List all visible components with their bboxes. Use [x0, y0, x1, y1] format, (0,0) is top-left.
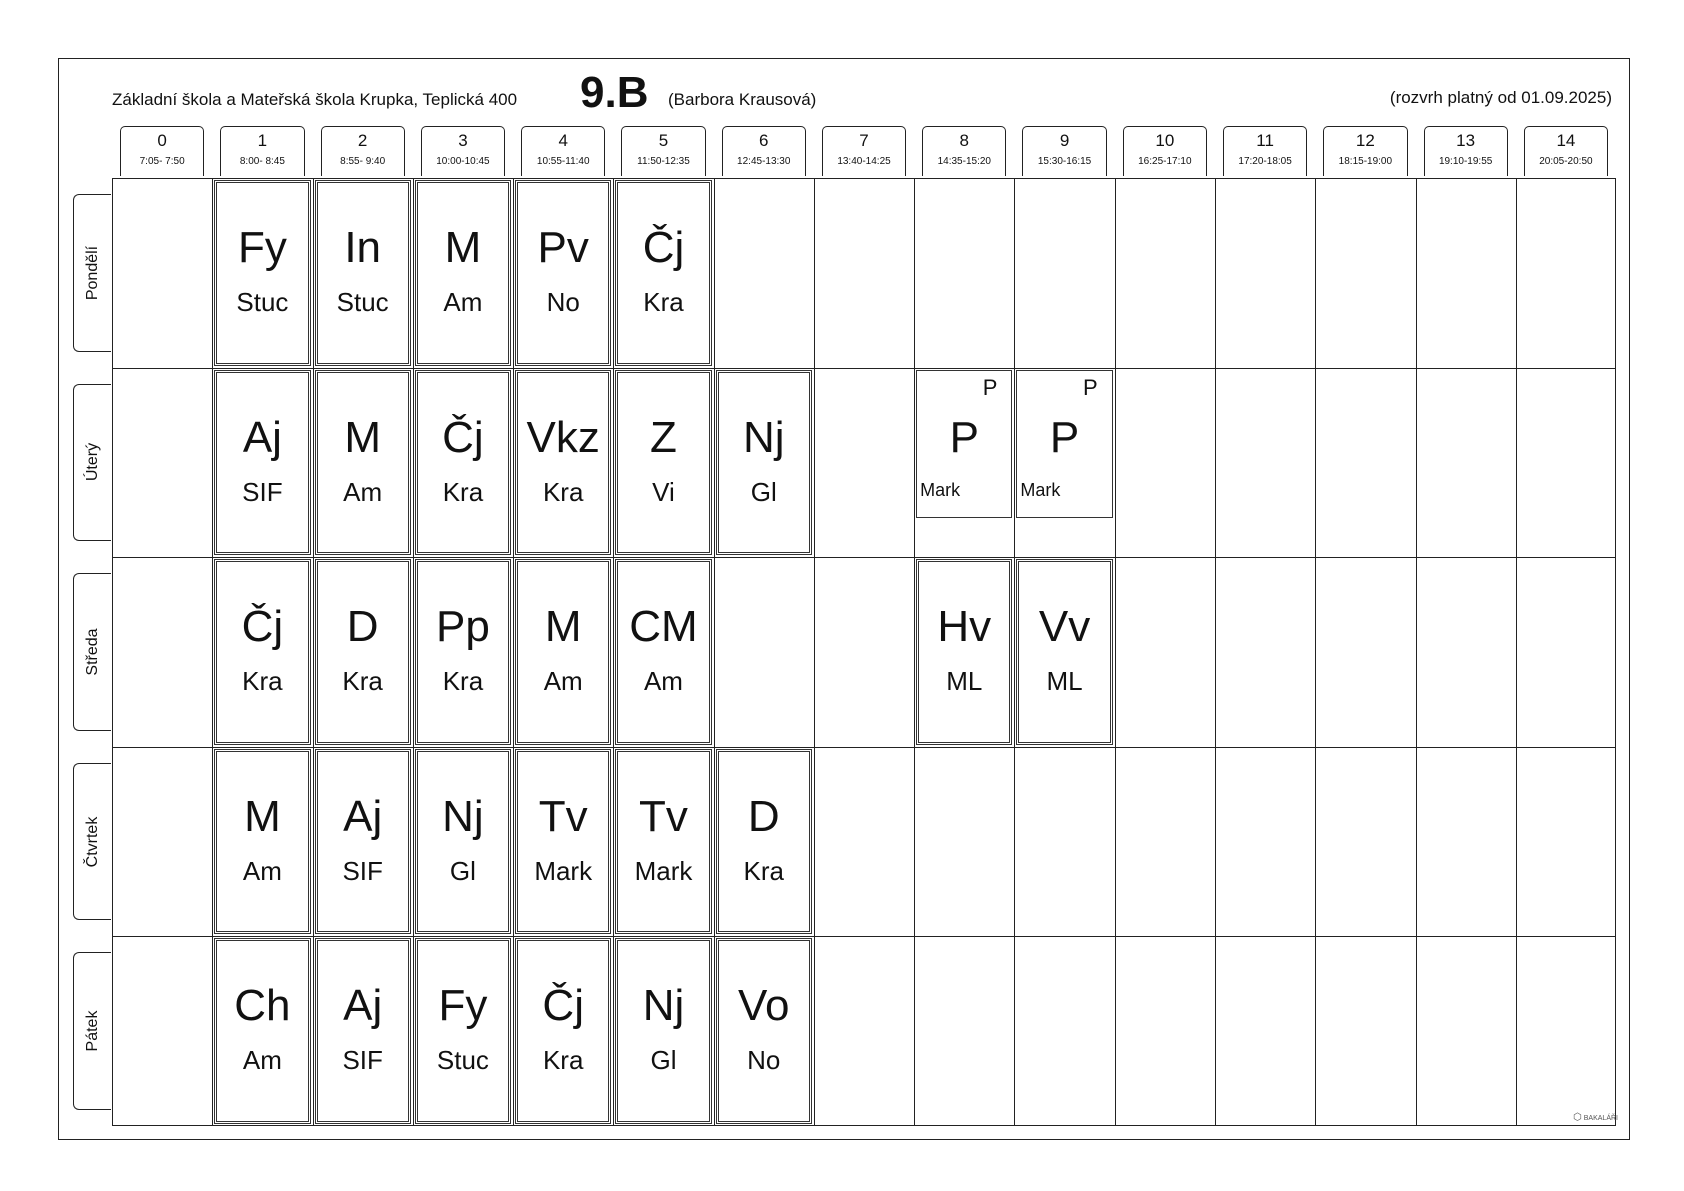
lesson-subject: Čj	[642, 223, 685, 272]
period-number: 12	[1355, 131, 1375, 150]
lesson-cell[interactable]	[716, 370, 812, 556]
day-tab	[73, 763, 111, 921]
lesson-subject: P	[949, 412, 979, 462]
lesson-subject: D	[747, 791, 780, 841]
lesson-teacher: Kra	[442, 476, 484, 507]
lesson-cell[interactable]	[515, 749, 611, 935]
period-time: 10:00-10:45	[436, 156, 490, 167]
period-number: 10	[1155, 131, 1175, 150]
grid-column-line	[1215, 178, 1216, 1126]
lesson-cell[interactable]	[214, 749, 310, 935]
lesson-cell[interactable]	[916, 559, 1012, 745]
lesson-teacher: No	[747, 1045, 781, 1076]
period-header-3	[421, 126, 505, 176]
lesson-subject: Ch	[234, 981, 291, 1031]
lesson-teacher: Kra	[743, 855, 784, 886]
day-tab	[73, 952, 111, 1110]
period-header-1	[220, 126, 304, 176]
grid-column-line	[1014, 178, 1015, 1126]
lesson-teacher: Mark	[534, 855, 593, 886]
lesson-teacher: Kra	[242, 666, 283, 697]
grid-row-line	[112, 936, 1616, 937]
lesson-subject: Aj	[242, 412, 282, 462]
lesson-cell[interactable]	[615, 180, 711, 366]
period-header-9	[1022, 126, 1106, 176]
lesson-subject: Pv	[537, 223, 589, 272]
period-time: 16:25-17:10	[1138, 156, 1192, 167]
lesson-teacher: SIF	[342, 1045, 383, 1076]
period-header-4	[521, 126, 605, 176]
lesson-subject: D	[346, 602, 379, 652]
period-header-7	[822, 126, 906, 176]
lesson-subject: Čj	[542, 981, 584, 1031]
lesson-teacher: Mark	[1020, 479, 1061, 500]
lesson-teacher: ML	[1046, 666, 1083, 697]
lesson-teacher: Kra	[442, 666, 484, 697]
lesson-subject: M	[244, 791, 281, 841]
lesson-cell[interactable]	[415, 370, 511, 556]
lesson-teacher: Gl	[650, 1045, 677, 1076]
day-tab	[73, 384, 111, 542]
lesson-subject: Vkz	[526, 412, 600, 462]
class-teacher: (Barbora Krausová)	[668, 90, 817, 109]
lesson-teacher: Gl	[449, 855, 476, 886]
grid-column-line	[714, 178, 715, 1126]
lesson-cell[interactable]	[315, 749, 411, 935]
lesson-subject: Nj	[742, 412, 785, 462]
period-number: 1	[257, 131, 268, 150]
period-number: 7	[859, 131, 869, 150]
lesson-subject: Pp	[436, 602, 490, 652]
lesson-cell[interactable]	[1016, 370, 1112, 518]
day-label: Úterý	[83, 443, 101, 482]
period-number: 0	[157, 131, 167, 150]
period-header-14	[1524, 126, 1608, 176]
lesson-subject: M	[344, 412, 381, 462]
lesson-subject: Aj	[343, 791, 383, 841]
grid-column-line	[212, 178, 213, 1126]
lesson-subject: Hv	[937, 602, 992, 652]
lesson-cell[interactable]	[515, 559, 611, 745]
grid-column-line	[914, 178, 915, 1126]
lesson-cell[interactable]	[214, 938, 310, 1124]
period-header-13	[1424, 126, 1508, 176]
lesson-subject: Vo	[738, 981, 790, 1031]
lesson-subject: Fy	[438, 981, 488, 1031]
period-number: 5	[658, 131, 669, 150]
period-time: 13:40-14:25	[837, 156, 891, 167]
period-header-0	[120, 126, 204, 176]
class-name: 9.B	[580, 68, 649, 117]
period-time: 18:15-19:00	[1338, 156, 1393, 167]
lesson-teacher: Mark	[634, 855, 693, 886]
lesson-teacher: Gl	[750, 476, 777, 507]
lesson-subject: M	[444, 223, 482, 272]
lesson-cell[interactable]	[415, 559, 511, 745]
period-number: 14	[1556, 131, 1576, 150]
day-label: Středa	[83, 628, 101, 676]
lesson-subject: In	[344, 223, 382, 272]
period-number: 4	[558, 131, 568, 150]
period-time: 11:50-12:35	[637, 156, 690, 167]
lesson-cell[interactable]	[916, 370, 1012, 518]
period-time: 10:55-11:40	[536, 156, 590, 167]
grid-column-line	[313, 178, 314, 1126]
bakalari-logo	[1573, 1112, 1618, 1123]
period-header-5	[621, 126, 705, 176]
lesson-cell[interactable]	[315, 180, 411, 366]
period-time: 17:20-18:05	[1238, 156, 1292, 167]
grid-row-line	[112, 747, 1616, 748]
period-number: 3	[458, 131, 468, 150]
period-header-2	[321, 126, 405, 176]
logo-text: BAKALÁŘI	[1583, 1115, 1618, 1122]
period-time: 8:55- 9:40	[340, 156, 386, 167]
lesson-cell[interactable]	[615, 749, 711, 935]
grid-column-line	[613, 178, 614, 1126]
lesson-cell[interactable]	[214, 180, 310, 366]
grid-column-line	[513, 178, 514, 1126]
lesson-group: P	[982, 374, 998, 400]
period-number: 2	[357, 131, 368, 150]
day-label: Pondělí	[83, 245, 101, 300]
period-time: 19:10-19:55	[1438, 156, 1493, 167]
lesson-teacher: Am	[543, 666, 583, 697]
lesson-teacher: Vi	[652, 476, 675, 507]
lesson-subject: Aj	[343, 981, 383, 1031]
lesson-teacher: SIF	[342, 855, 383, 886]
period-number: 6	[759, 131, 769, 150]
period-time: 12:45-13:30	[737, 156, 791, 167]
lesson-cell[interactable]	[716, 938, 812, 1124]
lesson-teacher: Mark	[920, 479, 961, 500]
lesson-cell[interactable]	[716, 749, 812, 935]
lesson-teacher: Kra	[342, 666, 383, 697]
period-header-6	[722, 126, 806, 176]
period-time: 15:30-16:15	[1037, 156, 1092, 167]
lesson-cell[interactable]	[415, 180, 511, 366]
lesson-subject: Z	[650, 412, 677, 462]
lesson-teacher: Am	[443, 287, 483, 317]
lesson-cell[interactable]	[315, 938, 411, 1124]
lesson-subject: Nj	[442, 791, 484, 841]
lesson-teacher: Am	[343, 476, 383, 507]
day-tab	[73, 573, 111, 731]
lesson-cell[interactable]	[415, 749, 511, 935]
hexagon-icon: ⬡	[1573, 1112, 1582, 1123]
lesson-subject: P	[1049, 412, 1080, 462]
lesson-teacher: SIF	[242, 476, 283, 507]
period-time: 8:00- 8:45	[239, 156, 285, 167]
period-header-8	[922, 126, 1006, 176]
lesson-teacher: Am	[242, 855, 282, 886]
lesson-group: P	[1083, 374, 1098, 400]
lesson-cell[interactable]	[515, 938, 611, 1124]
lesson-subject: Tv	[639, 791, 688, 841]
grid-row-line	[112, 557, 1616, 558]
validity-date: (rozvrh platný od 01.09.2025)	[1389, 88, 1612, 107]
day-label: Čtvrtek	[83, 816, 101, 867]
lesson-cell[interactable]	[1016, 559, 1112, 745]
lesson-teacher: Am	[242, 1045, 282, 1076]
grid-column-line	[1115, 178, 1116, 1126]
period-header-11	[1223, 126, 1307, 176]
grid-column-line	[1416, 178, 1417, 1126]
period-header-10	[1123, 126, 1207, 176]
lesson-cell[interactable]	[515, 370, 611, 556]
lesson-subject: Nj	[642, 981, 685, 1031]
lesson-teacher: Kra	[643, 287, 684, 317]
lesson-subject: Tv	[538, 791, 588, 841]
lesson-subject: M	[544, 602, 582, 652]
period-time: 14:35-15:20	[937, 156, 991, 167]
lesson-subject: CM	[629, 602, 698, 652]
grid-column-line	[1315, 178, 1316, 1126]
grid-column-line	[1516, 178, 1517, 1126]
period-time: 20:05-20:50	[1539, 156, 1593, 167]
lesson-subject: Fy	[237, 223, 287, 272]
lesson-cell[interactable]	[214, 370, 310, 556]
lesson-teacher: No	[546, 287, 580, 317]
lesson-subject: Čj	[241, 602, 284, 652]
day-label: Pátek	[83, 1010, 101, 1052]
lesson-teacher: ML	[946, 666, 983, 697]
period-time: 7:05- 7:50	[139, 156, 185, 167]
grid-column-line	[413, 178, 414, 1126]
lesson-teacher: Stuc	[336, 287, 389, 317]
lesson-subject: Čj	[442, 412, 484, 462]
period-number: 8	[959, 131, 970, 150]
lesson-cell[interactable]	[214, 559, 310, 745]
grid-row-line	[112, 368, 1616, 369]
lesson-cell[interactable]	[315, 370, 411, 556]
lesson-teacher: Stuc	[436, 1045, 489, 1076]
lesson-cell[interactable]	[615, 559, 711, 745]
lesson-cell[interactable]	[615, 370, 711, 556]
lesson-teacher: Am	[643, 666, 683, 697]
grid-column-line	[814, 178, 815, 1126]
lesson-cell[interactable]	[315, 559, 411, 745]
lesson-cell[interactable]	[615, 938, 711, 1124]
lesson-teacher: Kra	[542, 476, 584, 507]
day-tab	[73, 194, 111, 352]
lesson-subject: Vv	[1038, 602, 1091, 652]
period-header-12	[1323, 126, 1407, 176]
period-number: 13	[1456, 131, 1476, 150]
period-number: 9	[1059, 131, 1070, 150]
school-name: Základní škola a Mateřská škola Krupka, Teplická 400	[112, 90, 518, 109]
lesson-cell[interactable]	[415, 938, 511, 1124]
lesson-teacher: Kra	[542, 1045, 584, 1076]
lesson-cell[interactable]	[515, 180, 611, 366]
period-number: 11	[1256, 131, 1274, 150]
lesson-teacher: Stuc	[236, 287, 289, 317]
